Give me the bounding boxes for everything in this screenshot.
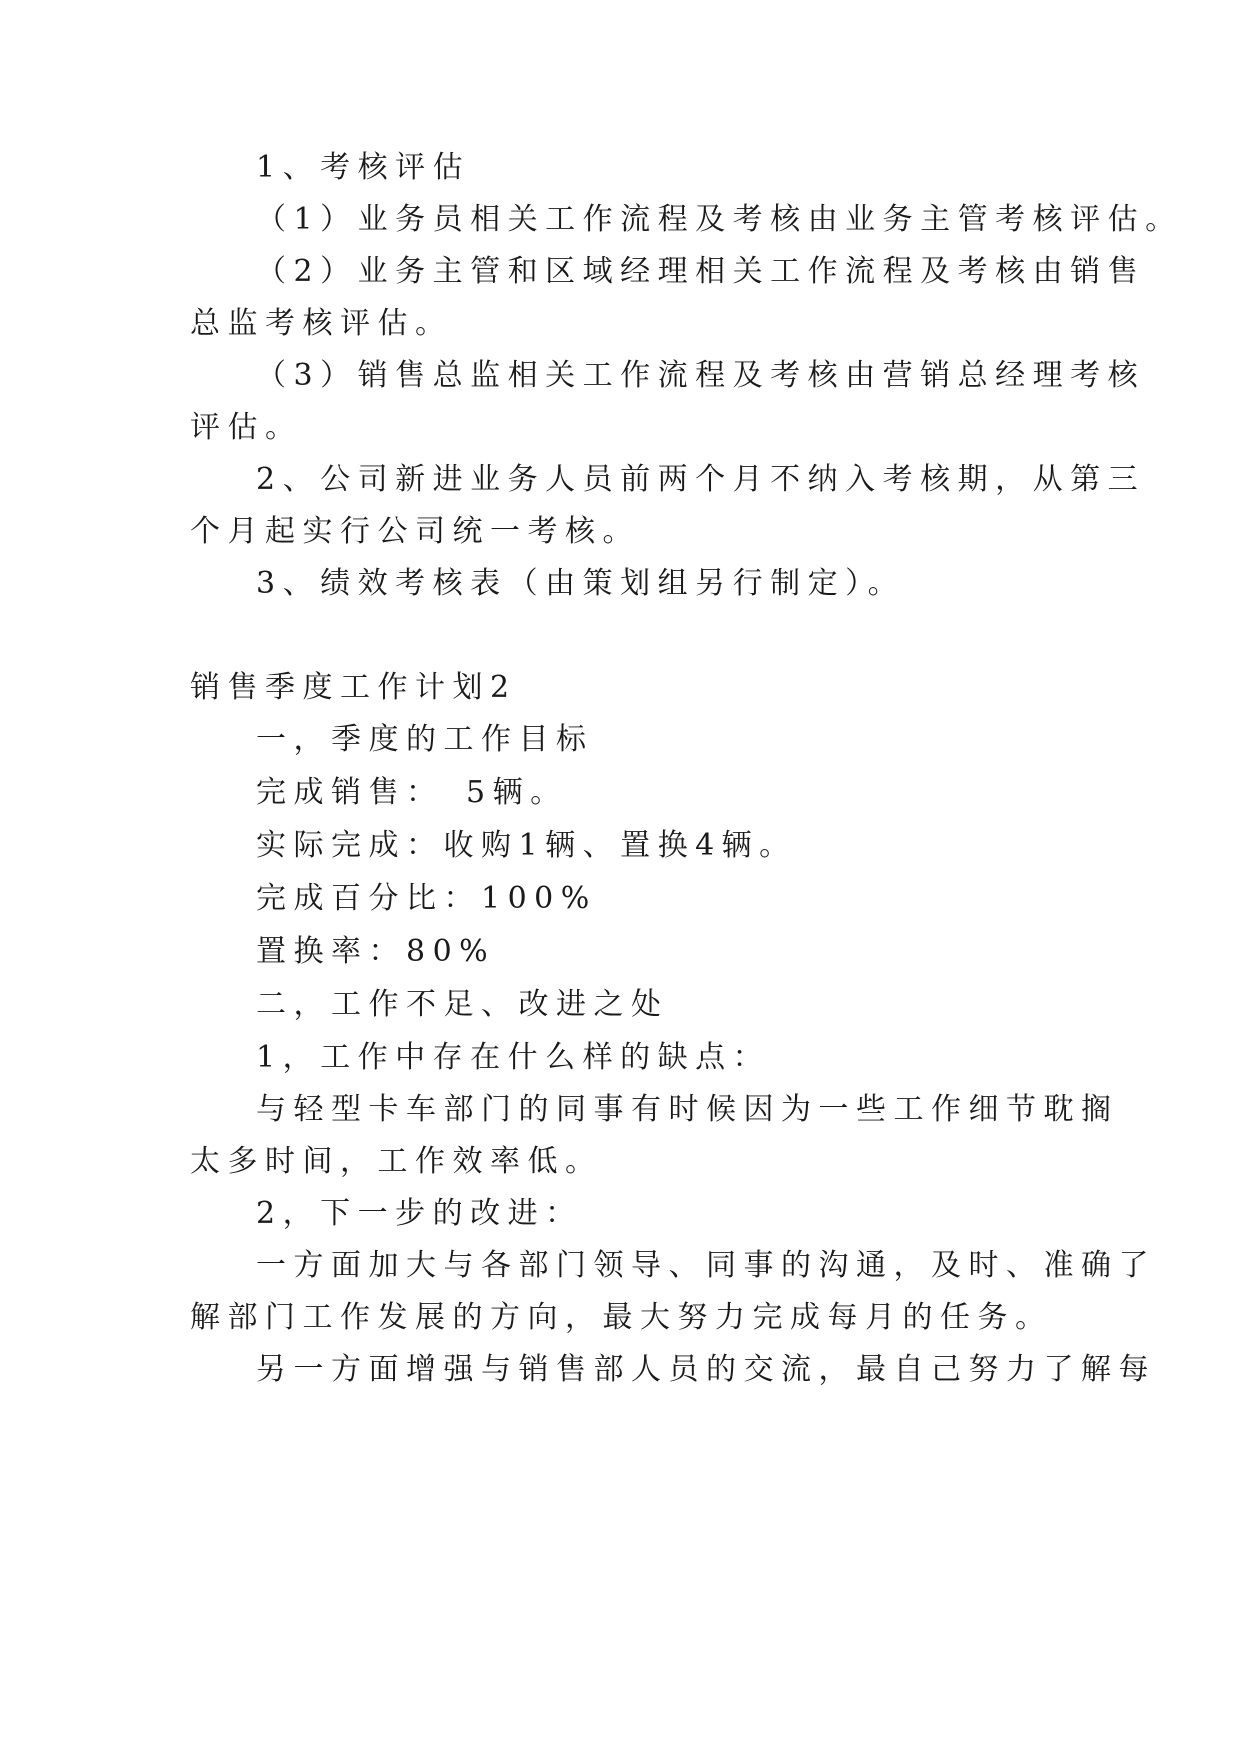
document-title: 销售季度工作计划2 bbox=[190, 670, 517, 705]
section-heading: 1、考核评估 bbox=[256, 150, 471, 185]
paragraph-line: 3、绩效考核表（由策划组另行制定）。 bbox=[256, 566, 906, 601]
paragraph-line: 总监考核评估。 bbox=[190, 306, 453, 341]
subsection-heading: 1，工作中存在什么样的缺点： bbox=[256, 1040, 771, 1075]
paragraph-line: （2）业务主管和区域经理相关工作流程及考核由销售 bbox=[256, 254, 1146, 289]
section-heading: 一，季度的工作目标 bbox=[256, 722, 594, 757]
paragraph-line: 太多时间，工作效率低。 bbox=[190, 1144, 603, 1179]
paragraph-line: 一方面加大与各部门领导、同事的沟通，及时、准确了 bbox=[256, 1248, 1156, 1283]
paragraph-line: 实际完成：收购1辆、置换4辆。 bbox=[256, 828, 797, 863]
paragraph-line: 置换率：80% bbox=[256, 934, 496, 969]
paragraph-line: （1）业务员相关工作流程及考核由业务主管考核评估。 bbox=[256, 202, 1183, 237]
paragraph-line: 完成百分比：100% bbox=[256, 881, 597, 916]
paragraph-line: 2、公司新进业务人员前两个月不纳入考核期，从第三 bbox=[256, 462, 1146, 497]
paragraph-line: （3）销售总监相关工作流程及考核由营销总经理考核 bbox=[256, 358, 1146, 393]
paragraph-line: 评估。 bbox=[190, 410, 303, 445]
paragraph-line: 另一方面增强与销售部人员的交流，最自己努力了解每 bbox=[256, 1352, 1156, 1387]
paragraph-line: 解部门工作发展的方向，最大努力完成每月的任务。 bbox=[190, 1300, 1053, 1335]
paragraph-line: 完成销售： 5辆。 bbox=[256, 775, 568, 810]
paragraph-line: 与轻型卡车部门的同事有时候因为一些工作细节耽搁 bbox=[256, 1092, 1119, 1127]
section-heading: 二，工作不足、改进之处 bbox=[256, 987, 669, 1022]
paragraph-line: 个月起实行公司统一考核。 bbox=[190, 514, 640, 549]
subsection-heading: 2，下一步的改进： bbox=[256, 1196, 583, 1231]
